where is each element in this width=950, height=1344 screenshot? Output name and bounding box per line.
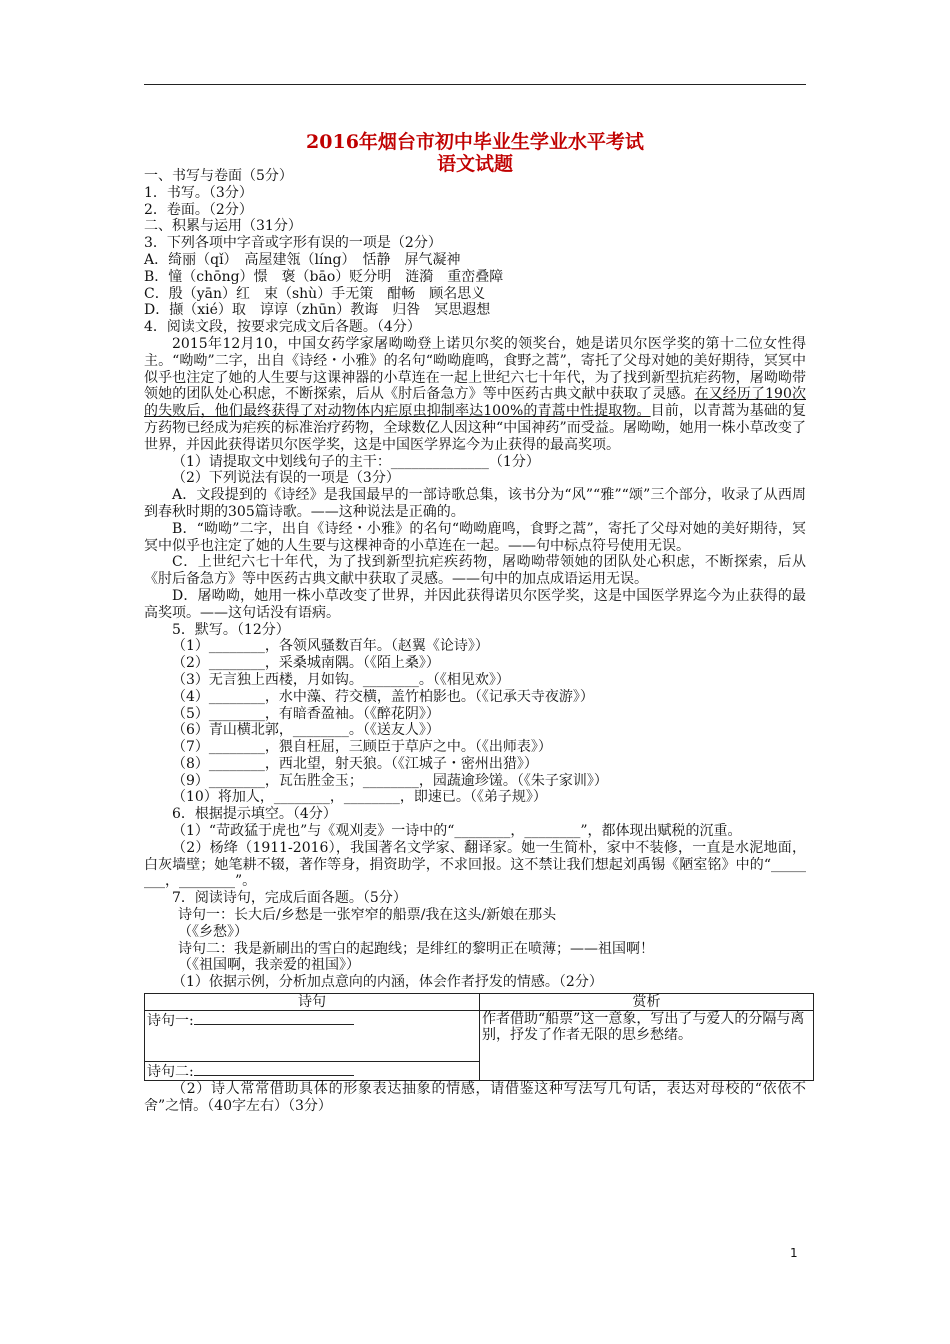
underlined-sentence: 在又经历了190次的失败后，他们最终获得了对动物体内疟原虫抑制率达100%的青蒿中性提取物。: [144, 386, 806, 420]
question-3-option-d: D．撷（xié）取 谆谆（zhūn）教诲 归咎 冥思遐想: [144, 302, 491, 319]
question-5-8: （8）________，西北望，射天狼。（《江城子・密州出猎》）: [172, 755, 538, 772]
poem-1-label: 诗句一:: [147, 1013, 194, 1030]
exam-title: 2016年烟台市初中毕业生学业水平考试: [306, 131, 644, 153]
question-4-2-option-d: D．屠呦呦，她用一株小草改变了世界，并因此获得诺贝尔医学奖，这是中国医学界迄今为止获得的最高奖项。——这句话没有语病。: [144, 587, 806, 621]
reading-passage: [144, 336, 806, 454]
question-3: 3．下列各项中字音或字形有误的一项是（2分）: [144, 235, 442, 252]
analysis-table: [144, 993, 814, 1081]
question-3-option-c: C．殷（yān）红 束（shù）手无策 酣畅 顾名思义: [144, 285, 486, 302]
question-5-5: （5）________，有暗香盈袖。（《醉花阴》）: [172, 705, 440, 722]
question-5-2: （2）________，采桑城南隅。（《陌上桑》）: [172, 655, 440, 672]
question-5: 5．默写。（12分）: [172, 621, 290, 638]
question-4-2-option-a: A．文段提到的《诗经》是我国最早的一部诗歌总集，该书分为“风”“雅”“颂”三个部分，收录了从西周到春秋时期的305篇诗歌。——这种说法是正确的。: [144, 487, 806, 520]
answer-blank[interactable]: [194, 1062, 354, 1076]
section-2-heading: 二、积累与运用（31分）: [144, 218, 302, 235]
question-4-2: （2）下列说法有误的一项是（3分）: [172, 470, 400, 487]
question-6-1: （1）“苛政猛于虎也”与《观刈麦》一诗中的“________，________”，都体现出赋税的沉重。: [172, 823, 742, 840]
question-6-2: （2）杨绛（1911-2016），我国著名文学家、翻译家。她一生简朴，家中不装修，一直是水泥地面，白灰墙壁；她笔耕不辍，著作等身，捐资助学，不求回报。这不禁让我们想起刘禹锡《陋室铭》中的“________，________”。: [144, 839, 806, 890]
question-5-10: （10）将加人，________，________，即速已。（《弟子规》）: [172, 789, 547, 806]
question-6: 6．根据提示填空。（4分）: [172, 806, 337, 823]
passage-part-b: 目前，以青蒿为基础的复方药物已经成为疟疾的标准治疗药物，全球数亿人因这种“中国神药”而受益。屠呦呦，她用一株小草改变了世界，并因此获得诺贝尔医学奖，这是中国医学界迄今为止获得的最高奖项。: [144, 403, 806, 453]
poem-line-2: 诗句二：我是新刷出的雪白的起跑线；是绯红的黎明正在喷薄；——祖国啊！: [178, 940, 654, 957]
question-5-1: （1）________，各领风骚数百年。（赵翼《论诗》）: [172, 638, 489, 655]
header-rule: [144, 84, 806, 85]
question-5-3: （3）无言独上西楼，月如钩。________。（《相见欢》）: [172, 671, 510, 688]
question-5-6: （6）青山横北郭，________。（《送友人》）: [172, 722, 440, 739]
page-number: 1: [790, 1246, 798, 1260]
question-7: 7．阅读诗句，完成后面各题。（5分）: [172, 890, 407, 907]
question-4-2-option-b: B．“呦呦”二字，出自《诗经・小雅》的名句“呦呦鹿鸣，食野之蒿”，寄托了父母对她的美好期待，冥冥中似乎也注定了她的人生要与这棵神奇的小草连在一起。——句中标点符号使用无误。: [144, 520, 806, 554]
poem-line-1-source: （《乡愁》）: [178, 923, 248, 940]
table-header-analysis: 赏析: [480, 994, 814, 1011]
exam-body: [144, 168, 806, 1115]
question-4-1: （1）请提取文中划线句子的主干：______________（1分）: [172, 453, 540, 470]
poem-2-label: 诗句二:: [147, 1064, 194, 1081]
question-3-option-a: A．绮丽（qǐ） 高屋建瓴（líng） 恬静 屏气凝神: [144, 251, 461, 268]
question-2: 2．卷面。（2分）: [144, 201, 253, 218]
poem-line-1: 诗句一：长大后/乡愁是一张窄窄的船票/我在这头/新娘在那头: [178, 907, 557, 924]
question-7-2: （2）诗人常常借助具体的形象表达抽象的情感，请借鉴这种写法写几句话，表达对母校的“依依不舍”之情。（40字左右）（3分）: [144, 1081, 806, 1114]
question-5-7: （7）________，猥自枉屈，三顾臣于草庐之中。（《出师表》）: [172, 739, 552, 756]
table-cell-poem-1[interactable]: [145, 1011, 480, 1062]
question-7-1: （1）依据示例，分析加点意向的内涵，体会作者抒发的情感。（2分）: [172, 974, 603, 991]
question-4: 4．阅读文段，按要求完成文后各题。（4分）: [144, 319, 421, 336]
table-row: [145, 1011, 814, 1062]
question-5-9: （9）________，瓦缶胜金玉；________，园蔬逾珍馐。（《朱子家训》）: [172, 772, 608, 789]
table-cell-poem-2[interactable]: [145, 1062, 480, 1081]
question-3-option-b: B．憧（chōng）憬 褒（bāo）贬分明 涟漪 重峦叠障: [144, 268, 504, 285]
answer-blank[interactable]: [194, 1011, 354, 1025]
exam-subtitle: 语文试题: [436, 153, 513, 175]
table-header-poem: 诗句: [145, 994, 480, 1011]
question-1: 1．书写。（3分）: [144, 184, 253, 201]
section-1-heading: 一、书写与卷面（5分）: [144, 168, 293, 184]
passage-part-a: 2015年12月10，中国女药学家屠呦呦登上诺贝尔奖的领奖台，她是诺贝尔医学奖的第十二位女性得主。“呦呦”二字，出自《诗经・小雅》的名句“呦呦鹿鸣，食野之蒿”，寄托了父母对她的美好期待，冥冥中似乎也注定了她的人生要与这课神器的小草连在一起上世纪六七十年代，为了找到新型抗疟药物，屠呦呦带领她的团队处心积虑，不断探索，后从《肘后备急方》等中医药古典文献中获取了灵感。: [144, 335, 806, 403]
question-5-4: （4）________，水中藻、荇交横，盖竹柏影也。（《记承天寺夜游》）: [172, 688, 594, 705]
poem-line-2-source: （《祖国啊，我亲爱的祖国》）: [178, 957, 360, 974]
question-4-2-option-c: C．上世纪六七十年代，为了找到新型抗疟疾药物，屠呦呦带领她的团队处心积虑，不断探索，后从《肘后备急方》等中医药古典文献中获取了灵感。——句中的加点成语运用无误。: [144, 554, 806, 588]
table-cell-analysis: 作者借助“船票”这一意象，写出了与爱人的分隔与离别，抒发了作者无限的思乡愁绪。: [480, 1011, 814, 1081]
table-header-row: [145, 994, 814, 1011]
